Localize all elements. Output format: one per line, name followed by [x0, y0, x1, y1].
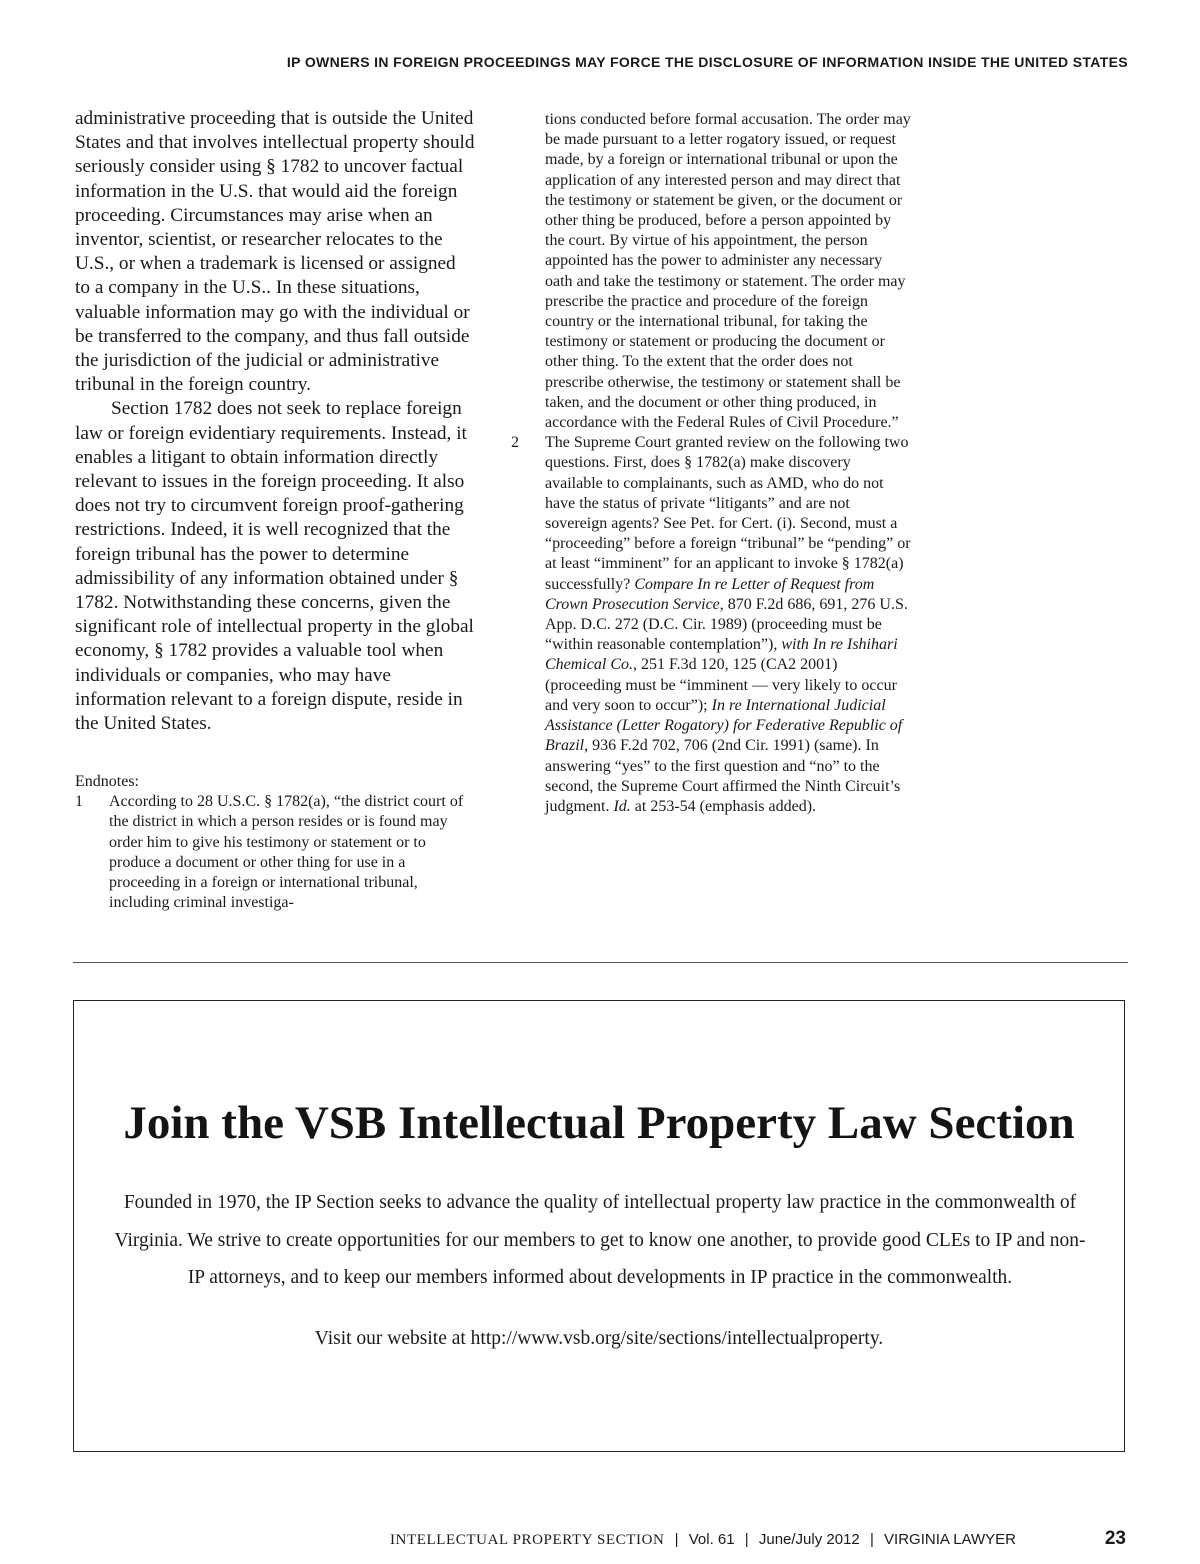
endnote-text: , 251 F.3d 120, 125 (CA2 2001) (proceeding must be “imminent — very likely to occur and very soon to occur”); [545, 656, 897, 714]
footer-volume: Vol. 61 [688, 1531, 735, 1548]
endnote-number: 2 [511, 434, 519, 452]
running-header: IP OWNERS IN FOREIGN PROCEEDINGS MAY FORCE THE DISCLOSURE OF INFORMATION INSIDE THE UNITED STATES [286, 54, 1128, 70]
footer-separator: | [869, 1531, 874, 1548]
endnote-1-continued: tions conducted before formal accusation. The order may be made pursuant to a letter rogatory issued, or request made, by a foreign or international tribunal or upon the application of any interested person and may direct that the testimony or statement be given, or the document or other thing be produced, before a person appointed by the court. By virtue of his appointment, the person appointed has the power to administer any necessary oath and take the testimony or statement. The order may prescribe the practice and procedure of the foreign country or the international tribunal, for taking the testimony or statement or producing the document or other thing. To the extent that the order does not prescribe otherwise, the testimony or statement shall be taken, and the document or other thing produced, in accordance with the Federal Rules of Civil Procedure.” [545, 111, 911, 432]
case-citation: with In re Ishihari Chemical Co. [545, 636, 898, 674]
promo-title: Join the VSB Intellectual Property Law Section [123, 1097, 1075, 1149]
footer-issue: June/July 2012 [758, 1531, 860, 1548]
endnote-text: According to 28 U.S.C. § 1782(a), “the district court of the district in which a person resides or is found may order him to give his testimony or statement or to produce a document or other thing for use in a proceeding in a foreign or international tribunal, including criminal investiga- [109, 793, 464, 912]
footer-separator: | [744, 1531, 749, 1548]
promo-body: Founded in 1970, the IP Section seeks to advance the quality of intellectual property law practice in the commonwealth of Virginia. We strive to create opportunities for our members to get to know one another, to provide good CLEs to IP and non-IP attorneys, and to keep our members informed about developments in IP practice in the commonwealth. [114, 1192, 1086, 1288]
footer-section-name: INTELLECTUAL PROPERTY SECTION [389, 1532, 665, 1548]
endnote-number: 1 [75, 793, 83, 811]
endnote-text: at 253-54 (emphasis added). [630, 797, 817, 815]
body-paragraph: Section 1782 does not seek to replace foreign law or foreign evidentiary requirements. Instead, it enables a litigant to obtain information directly relevant to issues in the foreign proceeding. It also does not try to circumvent foreign proof-gathering restrictions. Indeed, it is well recognized that the foreign tribunal has the power to determine admissibility of any information obtained under § 1782. Notwithstanding these concerns, given the significant role of intellectual property in the global economy, § 1782 provides a valuable tool when individuals or companies, who may have information relevant to a foreign dispute, reside in the United States. [75, 398, 474, 735]
case-citation: Id. [613, 797, 631, 815]
footer-publication: VIRGINIA LAWYER [884, 1531, 1016, 1548]
case-citation: In re International Judicial Assistance (Letter Rogatory) for Federative Republic of Brazil [545, 696, 903, 755]
endnote-1 [75, 792, 475, 913]
endnote-text: The Supreme Court granted review on the following two questions. First, does § 1782(a) make discovery available to complainants, such as AMD, who do not have the status of private “litigants” and are not sovereign agents? See Pet. for Cert. (i). Second, must a “proceeding” before a foreign “tribunal” be “pending” or at least “imminent” for an applicant to invoke § 1782(a) successfully? [545, 434, 911, 593]
promo-box [73, 1000, 1125, 1452]
case-citation: Compare In re Letter of Request from Crown Prosecution Service [545, 575, 875, 613]
endnote-2 [511, 433, 911, 817]
footer-separator: | [674, 1531, 679, 1548]
section-divider [73, 962, 1128, 963]
page-footer [0, 1528, 1200, 1553]
right-column [511, 110, 911, 817]
endnotes-heading: Endnotes: [75, 773, 139, 791]
endnote-text: , 936 F.2d 702, 706 (2nd Cir. 1991) (same). In answering “yes” to the first question and “no” to the second, the Supreme Court affirmed the Ninth Circuit’s judgment. [545, 737, 901, 815]
body-paragraph: administrative proceeding that is outside the United States and that involves intellectual property should seriously consider using § 1782 to uncover factual information in the U.S. that would aid the foreign proceeding. Circumstances may arise when an inventor, scientist, or researcher relocates to the U.S., or when a trademark is licensed or assigned to a company in the U.S.. In these situations, valuable information may go with the individual or be transferred to the company, and thus fall outside the jurisdiction of the judicial or administrative tribunal in the foreign country. [75, 108, 475, 396]
page-number: 23 [1104, 1528, 1126, 1549]
endnote-text: , 870 F.2d 686, 691, 276 U.S. App. D.C. 272 (D.C. Cir. 1989) (proceeding must be “within reasonable contemplation”), [545, 595, 908, 654]
promo-website-line: Visit our website at http://www.vsb.org/site/sections/intellectualproperty. [314, 1328, 884, 1349]
footer-text [390, 1531, 1016, 1549]
left-column [75, 107, 475, 914]
